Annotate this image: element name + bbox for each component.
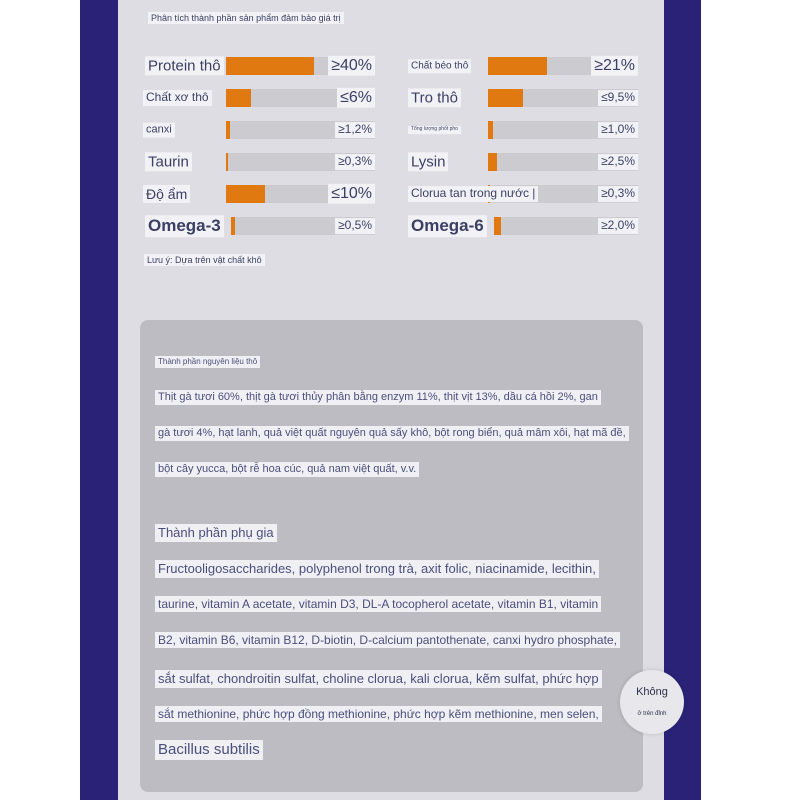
nutrient-bar-fill: [226, 153, 228, 171]
nutrient-bar-fill: [226, 89, 251, 107]
nutrient-value: ≤9,5%: [598, 90, 638, 106]
nutrient-name: Omega-3: [145, 215, 224, 237]
nutrient-name: Độ ẩm: [143, 185, 190, 203]
nutrient-row-omega3: [145, 214, 375, 238]
nutrient-value: ≤6%: [337, 88, 375, 108]
nutrient-row-ash: [408, 86, 638, 110]
nutrient-row-omega6: [408, 214, 638, 238]
raw-ingredients-line: gà tươi 4%, hạt lanh, quả việt quất nguyên quả sấy khô, bột rong biển, quả mâm xôi, hạt mã đề,: [155, 426, 629, 441]
nutrient-bar-fill: [488, 89, 523, 107]
nutrient-value: ≥1,0%: [598, 122, 638, 138]
nutrient-value: ≥1,2%: [335, 122, 375, 138]
left-purple-band: [80, 0, 118, 800]
nutrient-row-protein: [145, 54, 375, 78]
nutrient-name: Taurin: [145, 152, 192, 171]
additive-line: sắt methionine, phức hợp đồng methionine, phức hợp kẽm methionine, men selen,: [155, 706, 602, 722]
nutrient-value: ≥0,3%: [598, 186, 638, 202]
nutrient-value: ≥40%: [328, 56, 375, 76]
nutrient-name: Tổng lượng phốt pho: [408, 126, 461, 134]
nutrient-name: Chất béo thô: [408, 59, 471, 73]
nutrient-bar-fill: [231, 217, 235, 235]
nutrient-bar-fill: [488, 121, 493, 139]
additive-line: Bacillus subtilis: [155, 740, 263, 760]
nutrient-value: ≥0,3%: [335, 154, 375, 170]
raw-ingredients-line: Thịt gà tươi 60%, thịt gà tươi thủy phân bằng enzym 11%, thịt vịt 13%, dầu cá hồi 2%, gan: [155, 390, 601, 405]
nutrient-row-fiber: [143, 86, 375, 110]
nutrient-bar-fill: [488, 153, 497, 171]
nutrient-row-chloride: [408, 182, 638, 206]
nutrient-value: ≤10%: [328, 184, 375, 204]
badge-label: Không: [636, 686, 668, 698]
nutrient-row-taurin: [145, 150, 375, 174]
nutrient-value: ≥0,5%: [335, 218, 375, 234]
nutrient-value: ≥2,0%: [598, 218, 638, 234]
additive-line: B2, vitamin B6, vitamin B12, D-biotin, D-calcium pantothenate, canxi hydro phosphate,: [155, 632, 620, 648]
badge-sublabel: ở trên đỉnh: [637, 711, 667, 717]
nutrient-row-lysin: [408, 150, 638, 174]
dry-matter-note: Lưu ý: Dựa trên vật chất khô: [144, 254, 265, 266]
nutrient-name: Omega-6: [408, 215, 487, 237]
scroll-to-top-badge[interactable]: [620, 670, 684, 734]
nutrient-bar-fill: [226, 121, 230, 139]
nutrient-row-calcium: [143, 118, 375, 142]
nutrient-name: Tro thô: [408, 88, 461, 107]
additive-line: taurine, vitamin A acetate, vitamin D3, DL-A tocopherol acetate, vitamin B1, vitamin: [155, 596, 601, 612]
nutrient-bar-fill: [226, 185, 265, 203]
raw-ingredients-title: Thành phần nguyên liệu thô: [155, 356, 260, 368]
nutrient-name: Protein thô: [145, 56, 224, 75]
raw-ingredients-line: bột cây yucca, bột rễ hoa cúc, quả nam việt quất, v.v.: [155, 462, 419, 477]
nutrient-bar-fill: [488, 57, 547, 75]
additive-title: Thành phần phụ gia: [155, 524, 277, 542]
nutrient-name: canxi: [143, 123, 175, 138]
nutrient-name: Chất xơ thô: [143, 90, 212, 106]
nutrient-name: Lysin: [408, 152, 448, 171]
analysis-title: Phân tích thành phần sản phẩm đảm bảo giá trị: [148, 12, 344, 24]
additive-line: Fructooligosaccharides, polyphenol trong trà, axit folic, niacinamide, lecithin,: [155, 560, 599, 578]
nutrient-bar-fill: [494, 217, 501, 235]
nutrient-value: ≥2,5%: [598, 154, 638, 170]
additive-line: sắt sulfat, chondroitin sulfat, choline clorua, kali clorua, kẽm sulfat, phức hợp: [155, 670, 602, 688]
nutrient-name: Clorua tan trong nước |: [408, 186, 538, 202]
nutrient-row-fat: [408, 54, 638, 78]
nutrient-row-moisture: [143, 182, 375, 206]
nutrient-bar-fill: [226, 57, 314, 75]
nutrient-row-phosphorus: [408, 118, 638, 142]
nutrient-value: ≥21%: [591, 56, 638, 76]
